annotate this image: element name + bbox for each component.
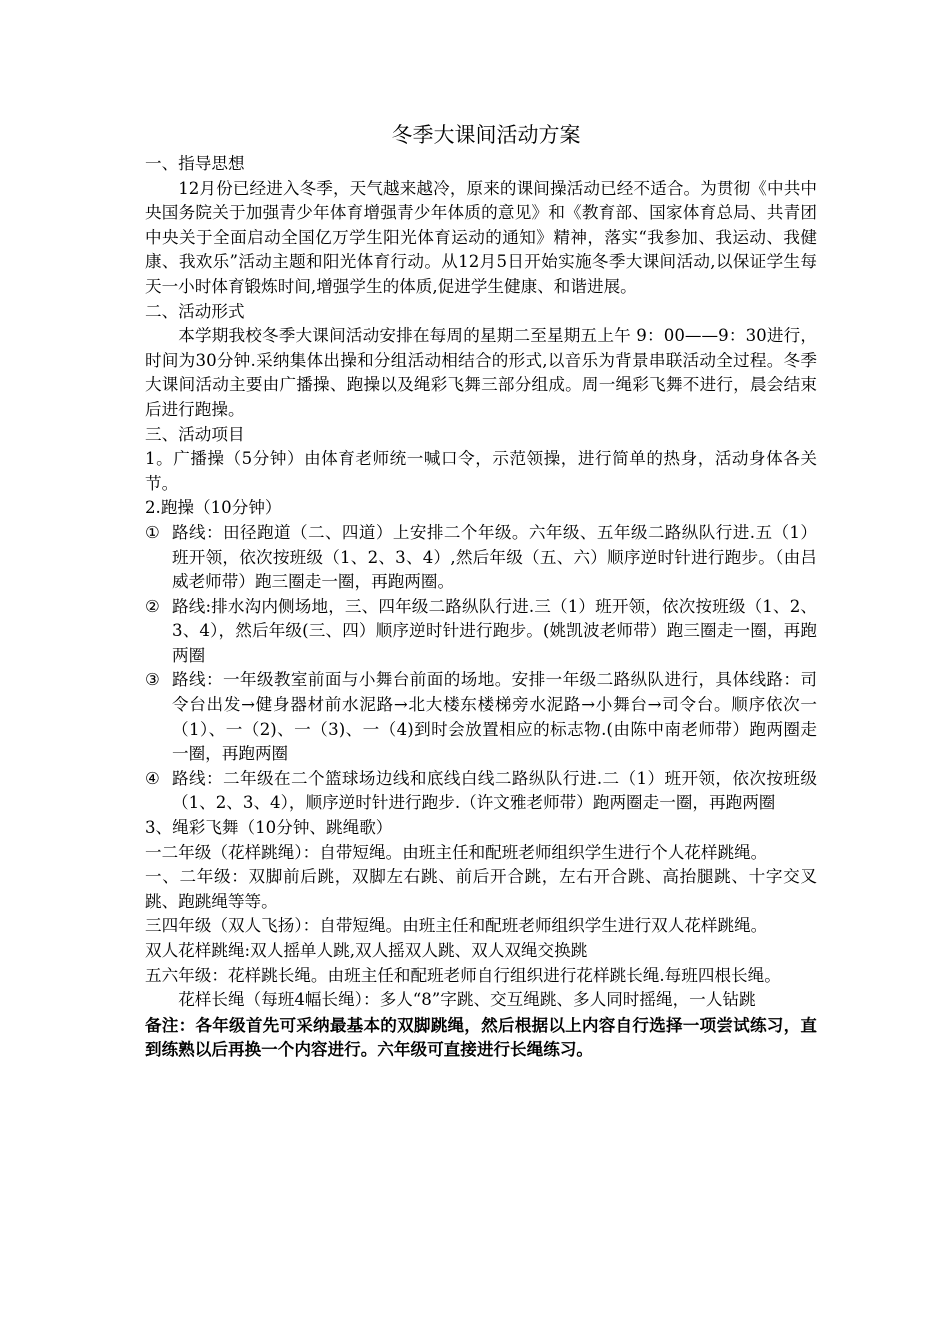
route-text: 路线：田径跑道（二、四道）上安排二个年级。六年级、五年级二路纵队行进.五（1）班开领，依次按班级（1、2、3、4）,然后年级（五、六）顺序逆时针进行跑步。（由吕威老师带）跑三圈走一圈，再跑两圈。 (172, 522, 817, 592)
rope-line-3: 三四年级（双人飞扬）：自带短绳。由班主任和配班老师组织学生进行双人花样跳绳。 (145, 916, 768, 936)
route-item-3 (145, 668, 817, 766)
document-page (145, 118, 817, 1062)
rope-line-5: 五六年级：花样跳长绳。由班主任和配班老师自行组织进行花样跳长绳.每班四根长绳。 (145, 965, 781, 985)
page-title: 冬季大课间活动方案 (391, 123, 581, 147)
route-number: ① (145, 522, 160, 542)
note-paragraph: 备注：各年级首先可采纳最基本的双脚跳绳，然后根据以上内容自行选择一项尝试练习，直到练熟以后再换一个内容进行。六年级可直接进行长绳练习。 (145, 1014, 817, 1060)
section-heading-form: 二、活动形式 (145, 301, 245, 321)
rope-line-2: 一、二年级：双脚前后跳，双脚左右跳、前后开合跳，左右开合跳、高抬腿跳、十字交叉跳、跑跳绳等等。 (145, 867, 817, 911)
route-text: 路线：一年级教室前面与小舞台前面的场地。安排一年级二路纵队进行，具体线路：司令台出发→健身器材前水泥路→北大楼东楼梯旁水泥路→小舞台→司令台。顺序依次一（1）、一（2)、一（3)、一（4)到时会放置相应的标志物.(由陈中南老师带）跑两圈走一圈，再跑两圈 (172, 670, 817, 764)
section-heading-items: 三、活动项目 (145, 424, 245, 444)
route-item-1 (145, 521, 817, 595)
item-running-heading: 2.跑操（10分钟） (145, 498, 282, 518)
paragraph-form: 本学期我校冬季大课间活动安排在每周的星期二至星期五上午 9：00——9：30进行，时间为30分钟.采纳集体出操和分组活动相结合的形式,以音乐为背景串联活动全过程。冬季大课间活动主要由广播操、跑操以及绳彩飞舞三部分组成。周一绳彩飞舞不进行，晨会结束后进行跑操。 (145, 326, 817, 419)
route-text: 路线:排水沟内侧场地，三、四年级二路纵队行进.三（1）班开领，依次按班级（1、2、3、4），然后年级(三、四）顺序逆时针进行跑步。(姚凯波老师带）跑三圈走一圈，再跑两圈 (172, 596, 817, 665)
item-rope-heading: 3、绳彩飞舞（10分钟、跳绳歌） (145, 818, 393, 838)
rope-line-1: 一二年级（花样跳绳）：自带短绳。由班主任和配班老师组织学生进行个人花样跳绳。 (145, 842, 768, 862)
route-item-2 (145, 595, 817, 669)
section-heading-guiding: 一、指导思想 (145, 154, 245, 173)
item-broadcast-exercise: 1。广播操（5分钟）由体育老师统一喊口令，示范领操，进行简单的热身，活动身体各关节。 (145, 449, 817, 493)
rope-line-4: 双人花样跳绳:双人摇单人跳,双人摇双人跳、双人双绳交换跳 (145, 941, 588, 960)
long-rope-line: 花样长绳（每班4幅长绳）：多人“8”字跳、交互绳跳、多人同时摇绳，一人钻跳 (178, 990, 756, 1010)
route-number: ② (145, 596, 160, 616)
route-text: 路线：二年级在二个篮球场边线和底线白线二路纵队行进.二（1）班开领，依次按班级（1、2、3、4），顺序逆时针进行跑步.（许文雅老师带）跑两圈走一圈，再跑两圈 (172, 768, 817, 813)
route-item-4 (145, 767, 817, 816)
route-number: ③ (145, 670, 160, 690)
paragraph-guiding: 12月份已经进入冬季，天气越来越冷，原来的课间操活动已经不适合。为贯彻《中共中央国务院关于加强青少年体育增强青少年体质的意见》和《教育部、国家体育总局、共青团中央关于全面启动全国亿万学生阳光体育运动的通知》精神，落实“我参加、我运动、我健康、我欢乐”活动主题和阳光体育行动。从12月5日开始实施冬季大课间活动,以保证学生每天一小时体育锻炼时间,增强学生的体质,促进学生健康、和谐进展。 (145, 178, 817, 296)
route-number: ④ (145, 768, 160, 788)
